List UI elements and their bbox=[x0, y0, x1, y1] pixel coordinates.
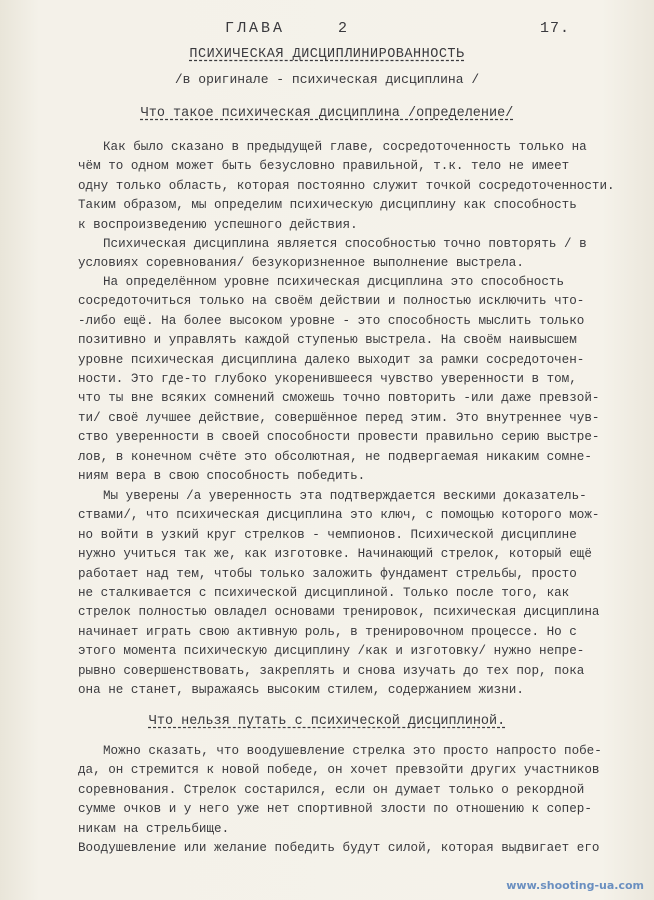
text-line: позитивно и управлять каждой ступенью выстрела. На своём наивысшем bbox=[78, 333, 577, 348]
text-line: Как было сказано в предыдущей главе, сосредоточенность только на bbox=[103, 140, 587, 154]
chapter-title-text: ПСИХИЧЕСКАЯ ДИСЦИПЛИНИРОВАННОСТЬ bbox=[189, 47, 465, 62]
text-line: Психическая дисциплина является способностью точно повторять / в bbox=[103, 237, 587, 251]
chapter-title bbox=[0, 47, 654, 62]
text-line: ности. Это где-то глубоко укоренившееся чувство уверенности в том, bbox=[78, 372, 577, 387]
text-line: соревнования. Стрелок состарился, если он думает только о рекордной bbox=[78, 782, 585, 797]
text-line: -либо ещё. На более высоком уровне - это способность мыслить только bbox=[78, 313, 585, 328]
text-line: Таким образом, мы определим психическую дисциплину как способность bbox=[78, 198, 577, 213]
text-line: никам на стрельбище. bbox=[78, 821, 230, 836]
text-line: ниям вера в свою способность победить. bbox=[78, 469, 366, 484]
text-line: одну только область, которая постоянно служит точкой сосредоточенности. bbox=[78, 178, 615, 193]
text-line: не сталкивается с психической дисциплиной. Только после того, как bbox=[78, 586, 570, 601]
section-heading-definition bbox=[0, 106, 654, 121]
text-line: этого момента психическую дисциплину /как и изготовку/ нужно непре- bbox=[78, 644, 585, 659]
section-heading-text: Что такое психическая дисциплина /определение/ bbox=[140, 106, 514, 121]
text-line: она не станет, выражаясь высоким стилем, содержанием жизни. bbox=[78, 683, 524, 698]
section-heading-not-confuse bbox=[0, 714, 654, 729]
text-line: сумме очков и у него уже нет спортивной злости по отношению к сопер- bbox=[78, 802, 592, 817]
text-line: лов, в конечном счёте это обсолютная, не подвергаемая никаким сомне- bbox=[78, 449, 592, 464]
paragraph bbox=[78, 273, 623, 486]
paragraph bbox=[78, 487, 623, 700]
chapter-number: 2 bbox=[338, 20, 351, 37]
text-line: стрелок полностью овладел основами тренировок, психическая дисциплина bbox=[78, 605, 600, 620]
watermark: www.shooting-ua.com bbox=[506, 879, 644, 892]
text-line: да, он стремится к новой победе, он хочет превзойти других участников bbox=[78, 763, 600, 778]
text-line: условиях соревнования/ безукоризненное выполнение выстрела. bbox=[78, 256, 524, 271]
paragraph bbox=[78, 839, 598, 858]
paragraph bbox=[78, 742, 623, 839]
text-line: начинает играть свою активную роль, в тренировочном процессе. Но с bbox=[78, 624, 577, 639]
chapter-subtitle: /в оригинале - психическая дисциплина / bbox=[174, 72, 480, 87]
text-line: На определённом уровне психическая дисциплина это способность bbox=[103, 275, 565, 289]
text-line: сосредоточиться только на своём действии и полностью исключить что- bbox=[78, 294, 585, 309]
text-line: Мы уверены /а уверенность эта подтверждается вескими доказатель- bbox=[103, 489, 587, 503]
text-line: нужно учиться так же, как изготовке. Начинающий стрелок, который ещё bbox=[78, 547, 592, 562]
chapter-label: ГЛАВА bbox=[225, 20, 286, 37]
page-header bbox=[0, 20, 654, 40]
text-line: что ты вне всяких сомнений сможешь точно повторить -или даже превзой- bbox=[78, 391, 600, 406]
text-line: ство уверенности в своей способности провести правильно серию выстре- bbox=[78, 430, 600, 445]
text-line: ти/ своё лучшее действие, совершённое перед этим. Это внутреннее чув- bbox=[78, 410, 600, 425]
paragraph bbox=[78, 138, 623, 235]
text-line: Можно сказать, что воодушевление стрелка это просто напросто побе- bbox=[103, 744, 602, 758]
text-line: к воспроизведению успешного действия. bbox=[78, 217, 358, 232]
text-line: рывно совершенствовать, закреплять и снова изучать до тех пор, пока bbox=[78, 663, 585, 678]
paragraph bbox=[78, 235, 623, 274]
text-line: ствами/, что психическая дисциплина это ключ, с помощью которого мож- bbox=[78, 508, 600, 523]
text-line: чём то одном может быть безусловно правильной, т.к. тело не имеет bbox=[78, 159, 570, 174]
text-line: уровне психическая дисциплина далеко выходит за рамки сосредоточен- bbox=[78, 352, 585, 367]
section-heading-text: Что нельзя путать с психической дисциплиной. bbox=[148, 714, 506, 729]
text-line: работает над тем, чтобы только заложить фундамент стрельбы, просто bbox=[78, 566, 577, 581]
text-line: Воодушевление или желание победить будут силой, которая выдвигает его bbox=[78, 841, 600, 855]
text-line: но войти в узкий круг стрелков - чемпионов. Психической дисциплине bbox=[78, 527, 577, 542]
page-number: 17. bbox=[540, 20, 571, 37]
